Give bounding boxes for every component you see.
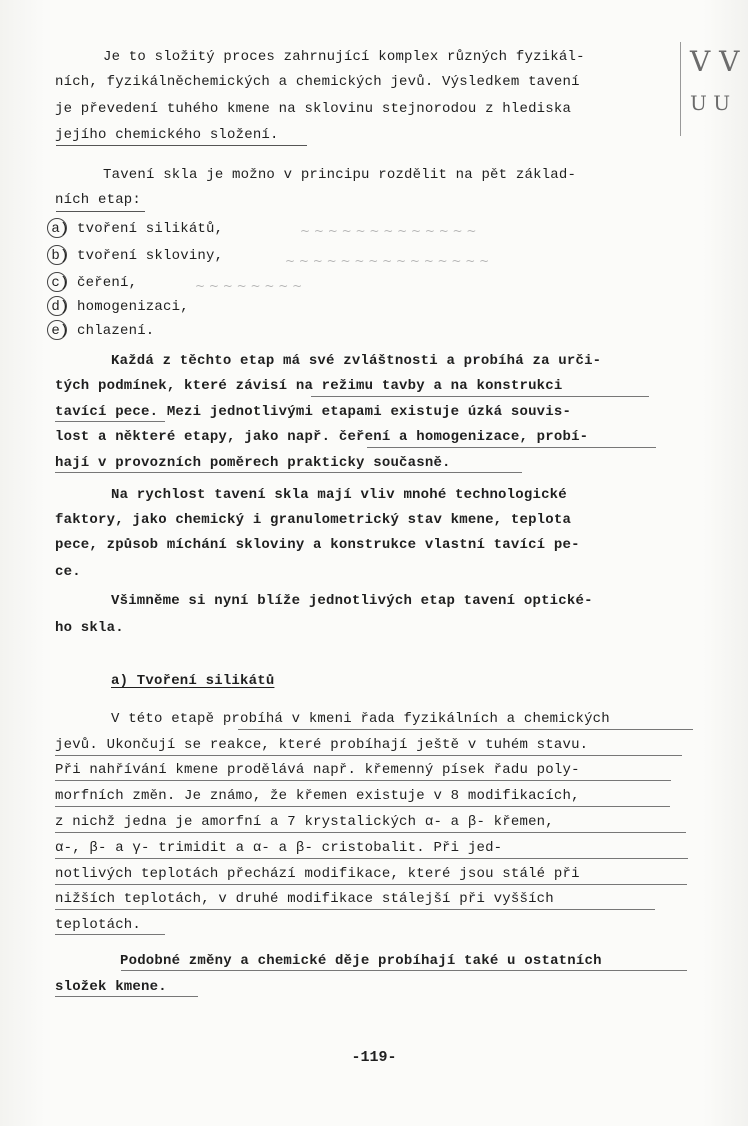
list-item-text: tvoření skloviny, bbox=[77, 248, 224, 264]
paragraph-line: tých podmínek, které závisí na režimu tavby a na konstrukci bbox=[55, 378, 563, 394]
paragraph-line: nižších teplotách, v druhé modifikace stálejší při vyšších bbox=[55, 891, 554, 907]
underline-mark bbox=[55, 934, 165, 935]
underline-mark bbox=[55, 909, 655, 910]
page-number: -119- bbox=[351, 1049, 397, 1066]
paragraph-line: tavící pece. Mezi jednotlivými etapami existuje úzká souvis- bbox=[55, 404, 572, 420]
paragraph-line: Na rychlost tavení skla mají vliv mnohé technologické bbox=[111, 487, 567, 503]
faint-handwritten-note: ~ ~ ~ ~ ~ ~ ~ ~ ~ ~ ~ ~ ~ ~ ~ bbox=[285, 254, 490, 268]
underline-mark bbox=[55, 832, 686, 833]
list-item bbox=[49, 322, 154, 340]
paragraph-line: α-, β- a γ- trimidit a α- a β- cristobalit. Při jed- bbox=[55, 840, 503, 856]
underline-mark bbox=[55, 421, 165, 422]
underline-mark bbox=[311, 396, 649, 397]
list-item bbox=[49, 298, 189, 316]
underline-mark bbox=[121, 970, 687, 971]
underline-mark bbox=[55, 858, 688, 859]
underline-mark bbox=[55, 472, 522, 473]
underline-mark bbox=[56, 211, 145, 212]
underline-mark bbox=[367, 447, 656, 448]
list-item-text: homogenizaci, bbox=[77, 299, 189, 315]
list-item-text: chlazení. bbox=[77, 323, 155, 339]
margin-vertical-rule bbox=[680, 42, 681, 136]
paragraph-line: ních etap: bbox=[55, 192, 142, 208]
list-marker: d) bbox=[51, 299, 69, 315]
list-item-text: čeření, bbox=[77, 275, 138, 291]
section-title: a) Tvoření silikátů bbox=[111, 673, 275, 689]
list-marker: c) bbox=[51, 275, 69, 291]
paragraph-line: Je to složitý proces zahrnující komplex různých fyzikál- bbox=[103, 49, 585, 65]
paragraph-line: Všimněme si nyní blíže jednotlivých etap tavení optické- bbox=[111, 593, 593, 609]
paragraph-line: Každá z těchto etap má své zvláštnosti a probíhá za urči- bbox=[111, 353, 602, 369]
margin-mark-top: V V bbox=[690, 45, 740, 78]
paragraph-line: V této etapě probíhá v kmeni řada fyzikálních a chemických bbox=[111, 711, 610, 727]
list-marker: e) bbox=[51, 323, 69, 339]
paragraph-line: jejího chemického složení. bbox=[55, 127, 279, 143]
paragraph-line: teplotách. bbox=[55, 917, 142, 933]
underline-mark bbox=[238, 729, 693, 730]
list-item bbox=[49, 220, 223, 238]
paragraph-line: faktory, jako chemický i granulometrický stav kmene, teplota bbox=[55, 512, 572, 528]
list-item bbox=[49, 274, 137, 292]
paragraph-line: notlivých teplotách přechází modifikace, které jsou stálé při bbox=[55, 866, 580, 882]
underline-mark bbox=[55, 996, 198, 997]
list-marker: b) bbox=[51, 248, 69, 264]
paragraph-line: Podobné změny a chemické děje probíhají také u ostatních bbox=[120, 953, 602, 969]
paragraph-line: ních, fyzikálněchemických a chemických jevů. Výsledkem tavení bbox=[55, 74, 580, 90]
list-item-text: tvoření silikátů, bbox=[77, 221, 224, 237]
paragraph-line: hají v provozních poměrech prakticky současně. bbox=[55, 455, 451, 471]
margin-mark-bottom: U U bbox=[690, 91, 731, 115]
underline-mark bbox=[55, 755, 682, 756]
faint-handwritten-note: ~ ~ ~ ~ ~ ~ ~ ~ ~ ~ ~ ~ ~ bbox=[300, 224, 477, 238]
paragraph-line: pece, způsob míchání skloviny a konstrukce vlastní tavící pe- bbox=[55, 537, 580, 553]
paragraph-line: Tavení skla je možno v principu rozdělit na pět základ- bbox=[103, 167, 577, 183]
paragraph-line: z nichž jedna je amorfní a 7 krystalických α- a β- křemen, bbox=[55, 814, 554, 830]
paragraph-line: Při nahřívání kmene prodělává např. křemenný písek řadu poly- bbox=[55, 762, 580, 778]
underline-mark bbox=[56, 145, 307, 146]
list-item bbox=[49, 247, 223, 265]
faint-handwritten-note: ~ ~ ~ ~ ~ ~ ~ ~ bbox=[195, 279, 303, 293]
paragraph-line: je převedení tuhého kmene na sklovinu stejnorodou z hlediska bbox=[55, 101, 572, 117]
paragraph-line: ho skla. bbox=[55, 620, 124, 636]
paragraph-line: lost a některé etapy, jako např. čeření a homogenizace, probí- bbox=[55, 429, 589, 445]
list-marker: a) bbox=[51, 221, 69, 237]
paragraph-line: jevů. Ukončují se reakce, které probíhají ještě v tuhém stavu. bbox=[55, 737, 589, 753]
paragraph-line: složek kmene. bbox=[55, 979, 167, 995]
underline-mark bbox=[55, 884, 687, 885]
underline-mark bbox=[55, 806, 670, 807]
paragraph-line: ce. bbox=[55, 564, 81, 580]
paragraph-line: morfních změn. Je známo, že křemen existuje v 8 modifikacích, bbox=[55, 788, 580, 804]
underline-mark bbox=[55, 780, 671, 781]
